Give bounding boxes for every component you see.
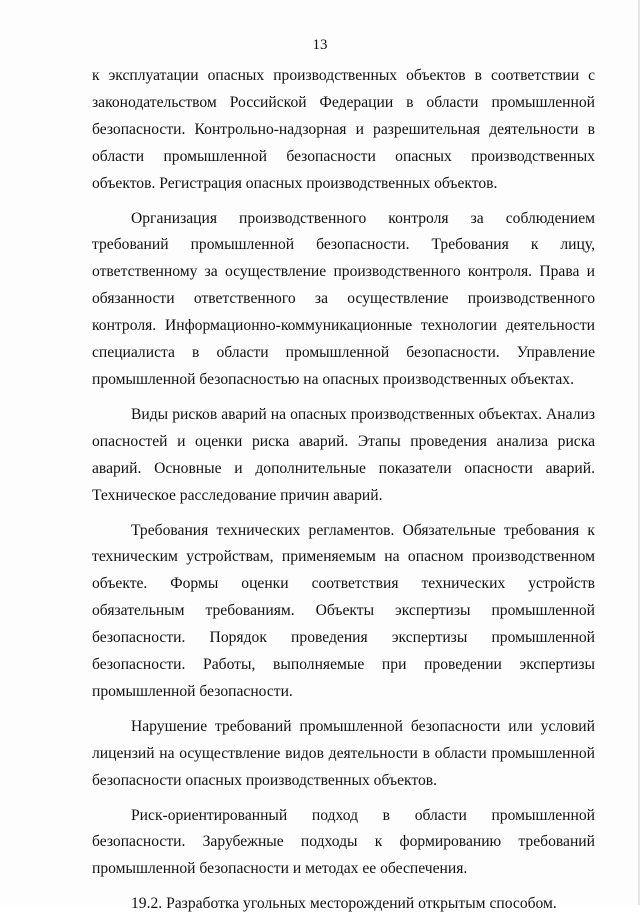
document-body [92, 63, 595, 918]
paragraph-violations: Нарушение требований промышленной безопасности или условий лицензий на осуществление видов деятельности в области промышленной безопасности опасных производственных объектов. [92, 717, 595, 789]
paragraph-risk-oriented-approach: Риск-ориентированный подход в области промышленной безопасности. Зарубежные подходы к формированию требований промышленной безопасности и методах ее обеспечения. [92, 806, 595, 878]
paragraph-continued: к эксплуатации опасных производственных объектов в соответствии с законодательством Российской Федерации в области промышленной безопасности. Контрольно-надзорная и разрешительная деятельности в области промышленной безопасности опасных производственных объектов. Регистрация опасных производственных объектов. [92, 67, 595, 192]
page-number: 13 [312, 37, 328, 53]
paragraph-technical-regulations: Требования технических регламентов. Обязательные требования к техническим устройствам, применяемым на опасном производственном объекте. Формы оценки соответствия технических устройств обязательным требованиям. Объекты экспертизы промышленной безопасности. Порядок проведения экспертизы промышленной безопасности. Работы, выполняемые при проведении экспертизы промышленной безопасности. [92, 521, 595, 700]
paragraph-accident-risks: Виды рисков аварий на опасных производственных объектах. Анализ опасностей и оценки риска аварий. Этапы проведения анализа риска аварий. Основные и дополнительные показатели опасности аварий. Техническое расследование причин аварий. [92, 405, 595, 504]
paragraph-production-control: Организация производственного контроля за соблюдением требований промышленной безопасности. Требования к лицу, ответственному за осуществление производственного контроля. Права и обязанности ответственного за осуществление производственного контроля. Информационно-коммуникационные технологии деятельности специалиста в области промышленной безопасности. Управление промышленной безопасностью на опасных производственных объектах. [92, 209, 595, 388]
section-heading-19-2: 19.2. Разработка угольных месторождений открытым способом. [131, 895, 557, 913]
